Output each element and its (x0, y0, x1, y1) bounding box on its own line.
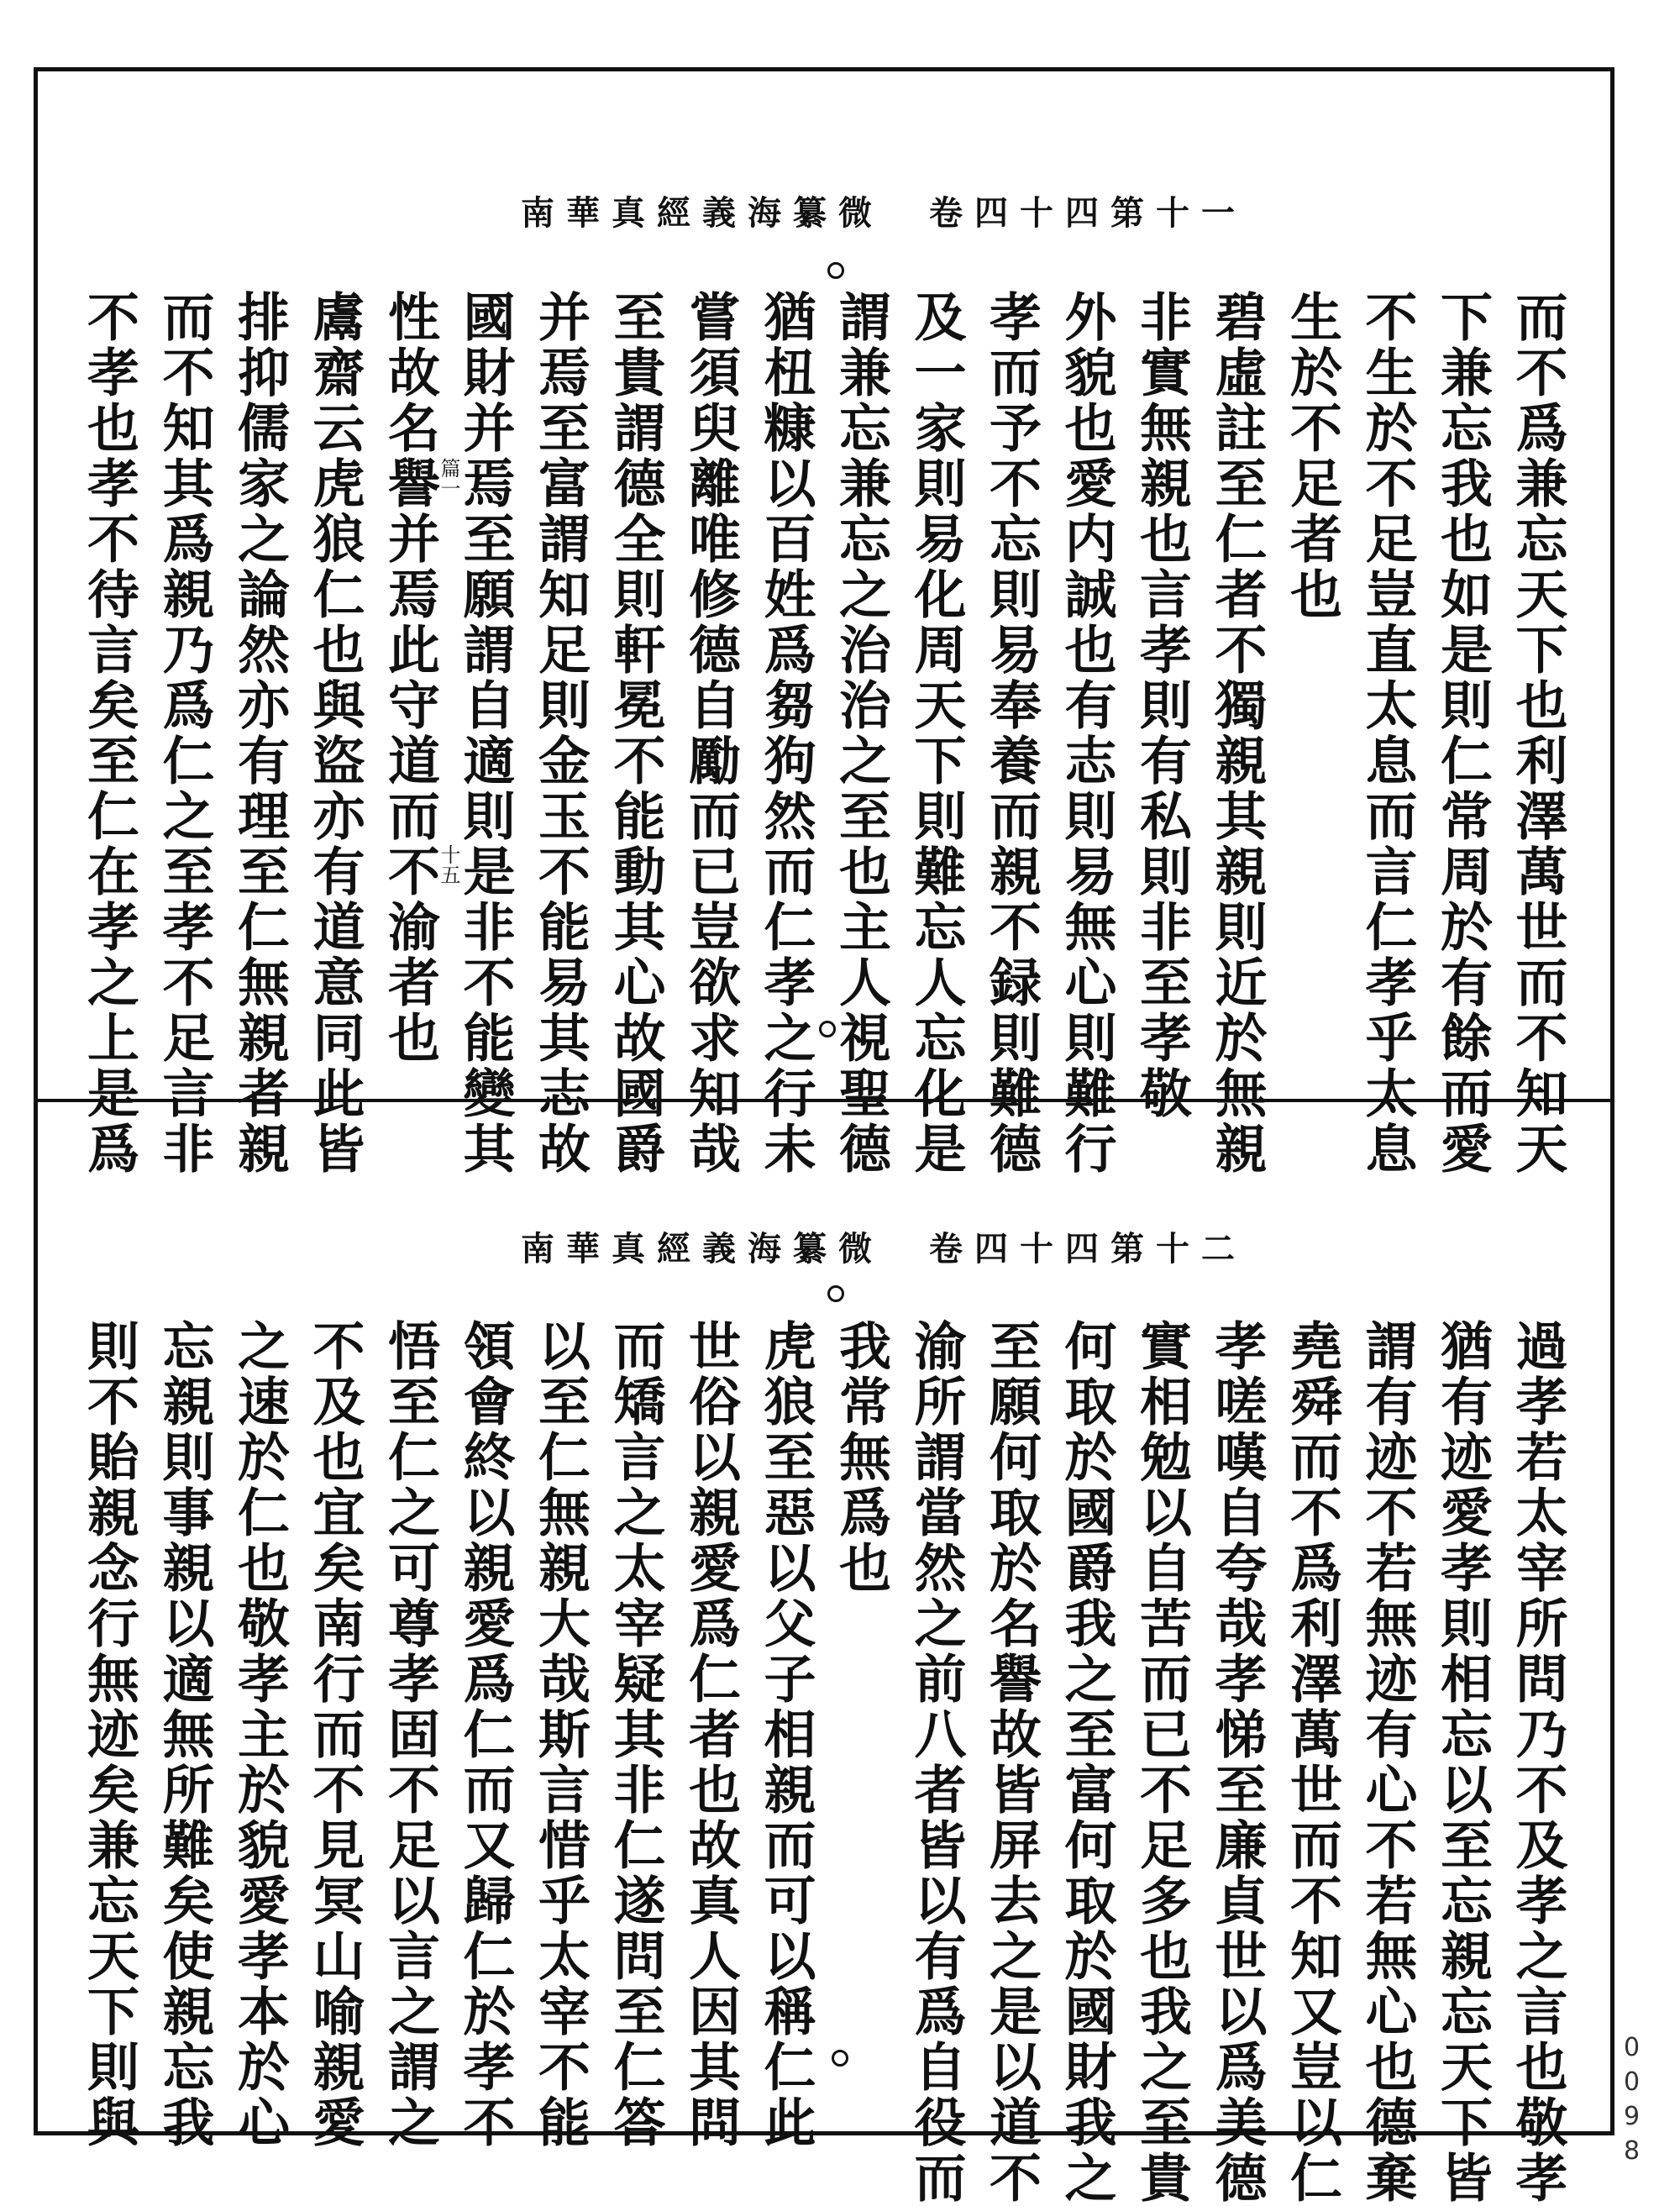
top-text-column-7: 外貌也愛内誠也有志則易無心則難行 (1056, 290, 1117, 1177)
bottom-text-column-3: 謂有迹不若無迹有心不若無心也德棄 (1357, 1319, 1418, 2206)
bottom-text-column-12: 世俗以親愛爲仁者也故真人因其問 (680, 1319, 742, 2151)
top-text-column-15: 國財并焉至願謂自適則是非不能變其 (454, 290, 516, 1177)
top-running-header: 南華真經義海纂微 卷四十四第十一 (521, 193, 1247, 233)
top-text-column-14: 并焉至富謂知足則金玉不能易其志故 (529, 290, 591, 1177)
bottom-text-column-2: 猶有迹愛孝則相忘以至忘親忘天下皆 (1431, 1319, 1494, 2206)
bottom-text-column-8: 至願何取於名譽故皆屏去之是以道不 (980, 1319, 1042, 2206)
top-text-column-6: 非實無親也言孝則有私則非至孝敬 (1131, 290, 1193, 1121)
top-note-small: 篇一 (437, 458, 460, 498)
top-text-column-8: 孝而予不忘則易奉養而親不録則難德 (980, 290, 1042, 1177)
bottom-text-column-18: 之速於仁也敬孝主於貌愛孝本於心 (228, 1319, 291, 2151)
bottom-text-column-15: 領會終以親愛爲仁而又歸仁於孝不 (454, 1319, 516, 2151)
top-text-column-3: 不生於不足豈直太息而言仁孝乎太息 (1357, 290, 1418, 1177)
bottom-text-column-7: 何取於國爵我之至富何取於國財我之 (1056, 1319, 1117, 2206)
top-text-column-1: 而不爲兼忘天下也利澤萬世而不知天 (1507, 290, 1568, 1177)
top-text-column-12: 嘗須臾離唯修德自勵而已豈欲求知哉 (680, 290, 742, 1177)
bottom-text-column-9: 渝所謂當然之前八者皆以有爲自役而 (906, 1319, 967, 2206)
top-text-column-10: 謂兼忘兼忘之治治之至也主人視聖德 (830, 290, 892, 1177)
page-number: 0098 (1617, 2033, 1646, 2171)
top-text-column-11: 猶杻糠以百姓爲芻狗然而仁孝之行未 (755, 290, 816, 1177)
top-text-column-4: 生於不足者也 (1281, 290, 1343, 622)
bottom-circle-mark (827, 1285, 844, 1302)
top-text-column-13: 至貴謂德全則軒冕不能動其心故國爵 (605, 290, 666, 1177)
bottom-text-column-10: 我常無爲也 (830, 1319, 892, 1596)
bottom-text-column-13: 而矯言之太宰疑其非仁遂問至仁答 (605, 1319, 666, 2151)
bottom-text-column-19: 忘親則事親以適無所難矣使親忘我 (154, 1319, 215, 2151)
bottom-text-column-1: 過孝若太宰所問乃不及孝之言也敬孝 (1507, 1319, 1568, 2206)
bottom-text-column-20: 則不貽親念行無迹矣兼忘天下則與 (78, 1319, 140, 2151)
bottom-text-column-14: 以至仁無親大哉斯言惜乎太宰不能 (529, 1319, 591, 2151)
top-text-column-5: 碧虛註至仁者不獨親其親則近於無親 (1206, 290, 1268, 1177)
top-text-column-2: 下兼忘我也如是則仁常周於有餘而愛 (1431, 290, 1494, 1177)
bottom-text-column-5: 孝嗟嘆自夸哉孝悌至廉貞世以爲美德 (1206, 1319, 1268, 2206)
top-text-column-9: 及一家則易化周天下則難忘人忘化是 (906, 290, 967, 1177)
top-text-column-16: 性故名譽并焉此守道而不渝者也 (379, 290, 441, 1066)
top-text-column-19: 而不知其爲親乃爲仁之至孝不足言非 (154, 290, 215, 1177)
bottom-text-column-6: 實相勉以自苦而已不足多也我之至貴 (1131, 1319, 1193, 2206)
bottom-text-column-4: 堯舜而不爲利澤萬世而不知又豈以仁 (1281, 1319, 1343, 2206)
top-text-column-18: 排抑儒家之論然亦有理至仁無親者親 (228, 290, 291, 1177)
bottom-running-header: 南華真經義海纂微 卷四十四第十二 (521, 1229, 1247, 1268)
bottom-text-column-17: 不及也宜矣南行而不見冥山喻親愛 (304, 1319, 365, 2151)
top-text-column-20: 不孝也孝不待言矣至仁在孝之上是爲 (78, 290, 140, 1177)
top-text-column-17: 鬳齋云虎狼仁也與盜亦有道意同此皆 (304, 290, 365, 1177)
bottom-text-column-16: 悟至仁之可尊孝固不足以言之謂之 (379, 1319, 441, 2151)
top-note-mid: 十五 (437, 844, 460, 885)
bottom-text-column-11: 虎狼至惡以父子相親而可以稱仁此 (755, 1319, 816, 2151)
top-circle-mark (827, 262, 844, 279)
bottom-circle-mark-2 (832, 2050, 848, 2067)
